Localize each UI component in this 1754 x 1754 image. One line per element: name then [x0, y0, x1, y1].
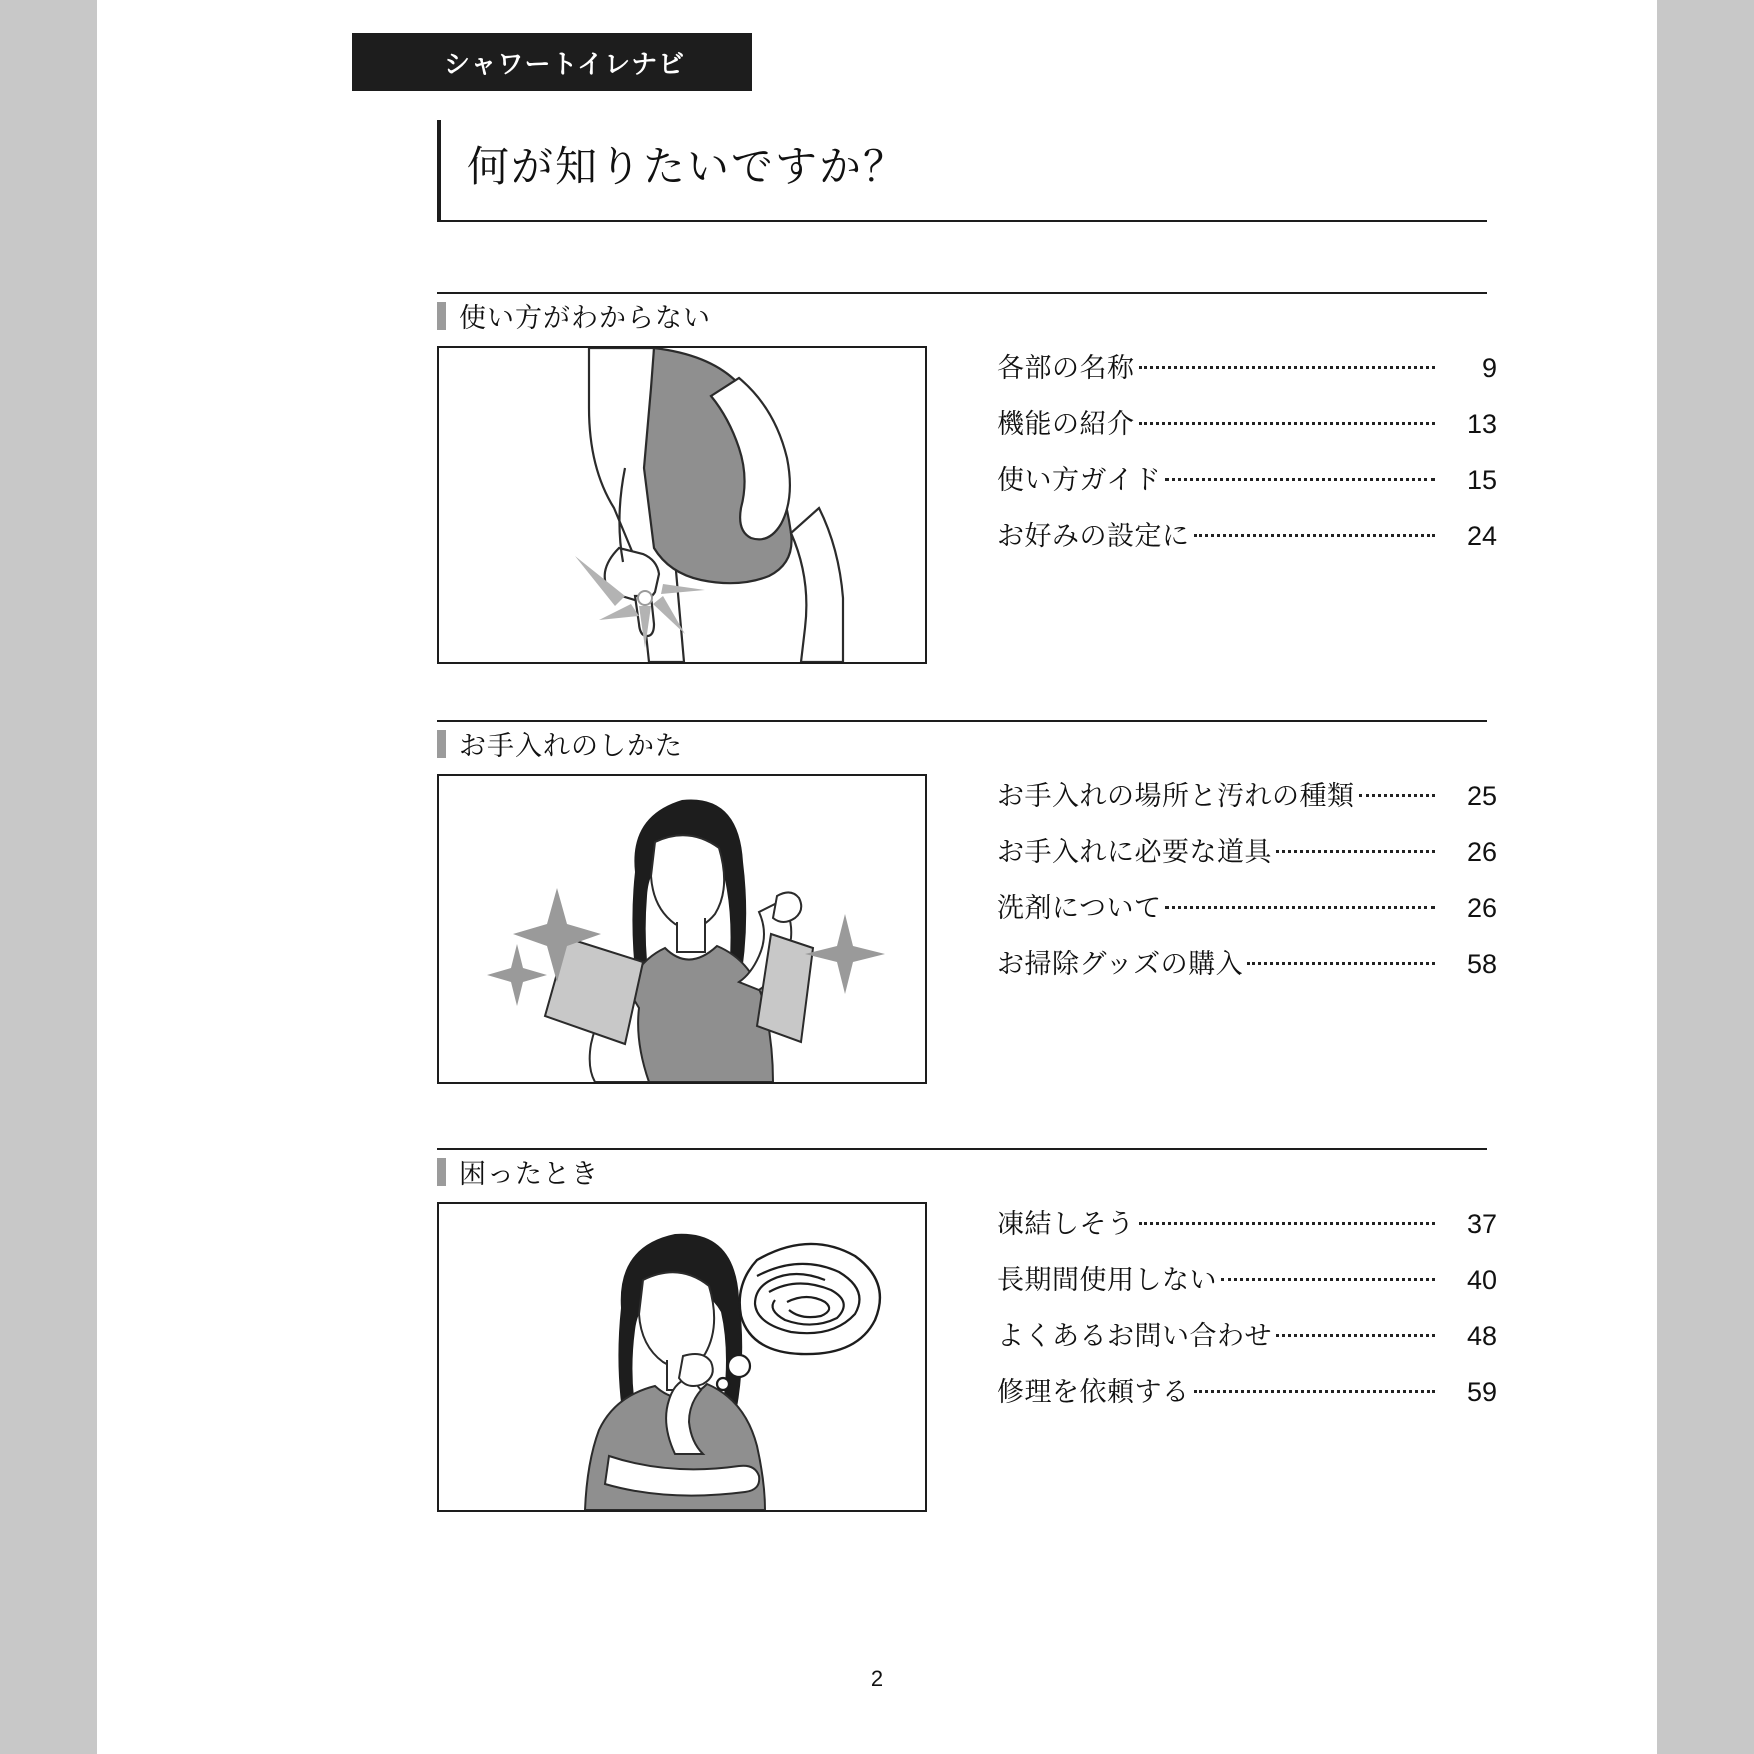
toc-list-usage	[997, 346, 1497, 570]
illustration-troubled-woman	[437, 1202, 927, 1512]
toc-row[interactable]	[997, 942, 1497, 981]
toc-entry-label: 修理を依頼する	[997, 1377, 1190, 1407]
section-maintenance	[437, 720, 1497, 1094]
section-heading-label: 使い方がわからない	[459, 303, 711, 333]
toc-row[interactable]	[997, 402, 1497, 441]
toc-entry-label: 使い方ガイド	[997, 465, 1162, 495]
illustration-cleaning-woman	[437, 774, 927, 1084]
section-heading-label: 困ったとき	[459, 1159, 599, 1189]
toc-entry-page: 24	[1466, 521, 1497, 551]
toc-entry-page: 58	[1466, 949, 1497, 979]
toc-list-maintenance	[997, 774, 1497, 998]
page-number: 2	[870, 1666, 884, 1691]
document-page	[97, 0, 1657, 1754]
toc-entry-label: お好みの設定に	[997, 521, 1190, 551]
section-heading-usage	[437, 292, 1487, 336]
toc-entry-label: お手入れに必要な道具	[997, 837, 1272, 867]
toc-leader-dots	[1359, 794, 1436, 797]
illustration-using-remote	[437, 346, 927, 664]
section-heading-maintenance	[437, 720, 1487, 764]
toc-entry-page: 26	[1466, 837, 1497, 867]
section-marker	[437, 730, 446, 758]
toc-entry-page: 59	[1466, 1377, 1497, 1407]
toc-list-trouble	[997, 1202, 1497, 1426]
toc-row[interactable]	[997, 1258, 1497, 1297]
nav-tab-shower-toilet-navi	[352, 33, 752, 91]
nav-tab-label: シャワートイレナビ	[444, 48, 686, 79]
toc-entry-page: 37	[1466, 1209, 1497, 1239]
section-divider	[437, 292, 1487, 294]
toc-leader-dots	[1247, 962, 1435, 965]
toc-entry-page: 15	[1466, 465, 1497, 495]
toc-leader-dots	[1194, 1390, 1436, 1393]
toc-row[interactable]	[997, 346, 1497, 385]
toc-entry-label: よくあるお問い合わせ	[997, 1321, 1272, 1351]
toc-entry-label: 機能の紹介	[997, 409, 1135, 439]
toc-leader-dots	[1165, 906, 1435, 909]
toc-row[interactable]	[997, 886, 1497, 925]
toc-entry-label: 洗剤について	[997, 893, 1162, 923]
section-usage	[437, 292, 1497, 676]
toc-leader-dots	[1139, 366, 1436, 369]
toc-leader-dots	[1165, 478, 1435, 481]
toc-entry-page: 48	[1466, 1321, 1497, 1351]
toc-leader-dots	[1276, 850, 1435, 853]
section-trouble	[437, 1148, 1497, 1522]
toc-entry-label: 凍結しそう	[997, 1209, 1135, 1239]
toc-entry-page: 40	[1466, 1265, 1497, 1295]
toc-row[interactable]	[997, 1202, 1497, 1241]
toc-row[interactable]	[997, 458, 1497, 497]
toc-entry-page: 25	[1466, 781, 1497, 811]
toc-entry-page: 9	[1481, 353, 1497, 383]
page-title-block	[437, 120, 1487, 232]
title-accent-bar	[437, 120, 441, 220]
toc-entry-label: お掃除グッズの購入	[997, 949, 1244, 979]
toc-row[interactable]	[997, 774, 1497, 813]
toc-entry-label: 各部の名称	[997, 353, 1135, 383]
toc-row[interactable]	[997, 1370, 1497, 1409]
title-divider	[437, 220, 1487, 222]
toc-leader-dots	[1139, 1222, 1436, 1225]
toc-leader-dots	[1276, 1334, 1435, 1337]
toc-entry-label: お手入れの場所と汚れの種類	[997, 781, 1355, 811]
toc-leader-dots	[1221, 1278, 1435, 1281]
toc-leader-dots	[1194, 534, 1436, 537]
section-marker	[437, 302, 446, 330]
section-divider	[437, 720, 1487, 722]
section-heading-label: お手入れのしかた	[459, 731, 683, 761]
section-heading-trouble	[437, 1148, 1487, 1192]
toc-entry-label: 長期間使用しない	[997, 1265, 1217, 1295]
toc-row[interactable]	[997, 830, 1497, 869]
section-marker	[437, 1158, 446, 1186]
toc-row[interactable]	[997, 1314, 1497, 1353]
toc-entry-page: 26	[1466, 893, 1497, 923]
toc-row[interactable]	[997, 514, 1497, 553]
toc-leader-dots	[1139, 422, 1436, 425]
section-divider	[437, 1148, 1487, 1150]
toc-entry-page: 13	[1466, 409, 1497, 439]
page-title: 何が知りたいですか？	[467, 143, 908, 190]
